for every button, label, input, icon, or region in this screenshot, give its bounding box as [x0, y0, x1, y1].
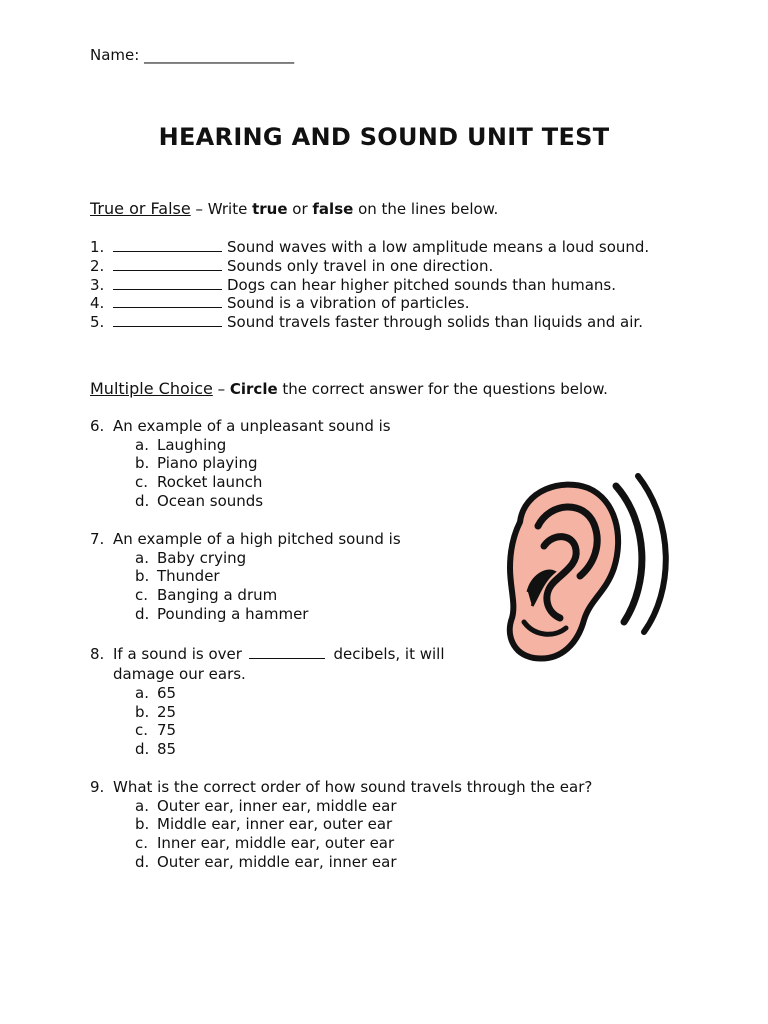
answer-option[interactable]: b. Piano playing	[135, 454, 258, 473]
answer-option[interactable]: d. Pounding a hammer	[135, 604, 309, 623]
multiple-choice-heading: Multiple Choice – Circle the correct answer for the questions below.	[90, 379, 608, 398]
answer-option[interactable]: b. Thunder	[135, 567, 220, 586]
decibel-blank[interactable]	[249, 644, 325, 659]
answer-blank[interactable]	[113, 275, 222, 290]
question-7: 7. An example of a high pitched sound is a. Baby crying b. Thunder c. Banging a drum d. Pounding a hammer	[90, 530, 470, 623]
answer-blank[interactable]	[113, 312, 222, 327]
name-field[interactable]: Name: ____________________	[90, 46, 295, 64]
list-item: 3. Dogs can hear higher pitched sounds than humans.	[90, 275, 616, 294]
answer-option[interactable]: a. Baby crying	[135, 548, 247, 567]
answer-option[interactable]: b. 25	[135, 702, 177, 721]
true-false-list	[90, 237, 649, 331]
answer-option[interactable]: d. Outer ear, middle ear, inner ear	[135, 852, 397, 871]
list-item: 5. Sound travels faster through solids than liquids and air.	[90, 313, 643, 332]
answer-option[interactable]: a. Laughing	[135, 435, 227, 454]
list-item: 2. Sounds only travel in one direction.	[90, 256, 494, 275]
page-title: HEARING AND SOUND UNIT TEST	[158, 123, 610, 151]
answer-option[interactable]: c. Rocket launch	[135, 472, 263, 491]
answer-blank[interactable]	[113, 293, 222, 308]
answer-option[interactable]: a. 65	[135, 684, 177, 702]
question-8: 8. If a sound is over decibels, it will damage our ears. a. 65 b. 25 c. 75 d. 85	[90, 644, 462, 758]
question-9: 9. What is the correct order of how sound travels through the ear? a. Outer ear, inner ear, middle ear b. Middle ear, inner ear, outer ear c. Inner ear, middle ear, outer ear d. Outer ear, middle ear, inner ear	[90, 778, 690, 871]
ear-icon	[498, 472, 670, 668]
answer-option[interactable]: c. Inner ear, middle ear, outer ear	[135, 833, 395, 852]
answer-option[interactable]: d. Ocean sounds	[135, 491, 264, 510]
answer-option[interactable]: d. 85	[135, 739, 177, 758]
list-item: 1. Sound waves with a low amplitude means a loud sound.	[90, 238, 650, 256]
answer-option[interactable]: c. 75	[135, 721, 177, 740]
question-6: 6. An example of a unpleasant sound is a. Laughing b. Piano playing c. Rocket launch d. Ocean sounds	[90, 417, 470, 510]
answer-blank[interactable]	[113, 256, 222, 271]
answer-option[interactable]: b. Middle ear, inner ear, outer ear	[135, 815, 393, 834]
multiple-choice-title: Multiple Choice	[90, 379, 213, 398]
true-false-title: True or False	[90, 199, 191, 218]
list-item: 4. Sound is a vibration of particles.	[90, 294, 470, 313]
answer-option[interactable]: c. Banging a drum	[135, 585, 278, 604]
true-false-heading: True or False – Write true or false on the lines below.	[90, 199, 499, 218]
answer-option[interactable]: a. Outer ear, inner ear, middle ear	[135, 796, 397, 815]
answer-blank[interactable]	[113, 237, 222, 252]
